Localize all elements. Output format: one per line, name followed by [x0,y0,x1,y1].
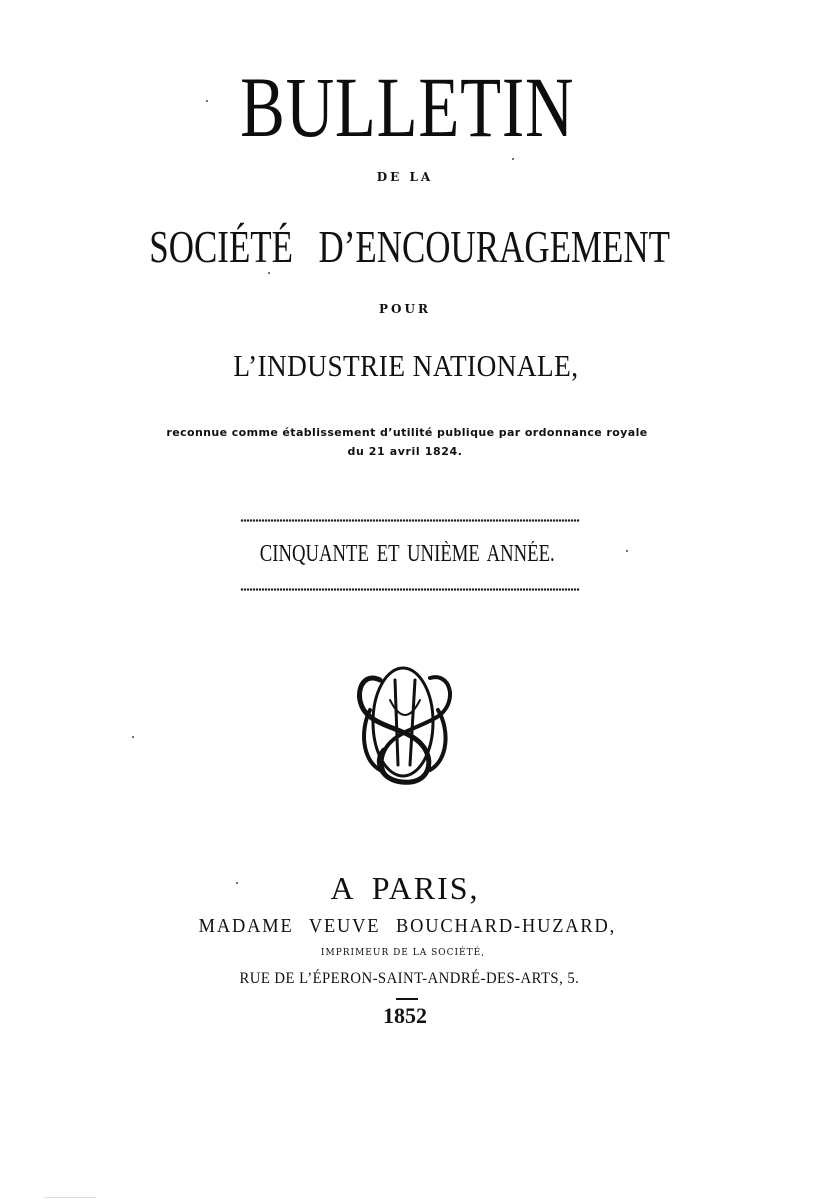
print-speck [512,158,514,160]
print-speck [268,272,270,274]
address-line: RUE DE L’ÉPERON-SAINT-ANDRÉ-DES-ARTS, 5. [239,970,580,987]
society-name: SOCIÉTÉ D’ENCOURAGEMENT [149,221,670,272]
print-speck [626,550,628,552]
print-speck [206,100,208,102]
print-speck [132,736,134,738]
place-line: A PARIS, [330,870,480,906]
subject-line: L’INDUSTRIE NATIONALE, [233,348,579,383]
scan-edge [44,1197,96,1198]
ornamental-rule-top [240,518,580,523]
volume-line: CINQUANTE ET UNIÈME ANNÉE. [259,541,555,567]
publisher-line: MADAME VEUVE BOUCHARD-HUZARD, [198,915,617,937]
connector-de-la: DE LA [376,170,434,184]
ornamental-rule-bottom [240,587,580,592]
connector-pour: POUR [379,302,431,316]
recognition-line-1: reconnue comme établissement d’utilité publique par ordonnance royale [166,426,648,439]
year-line: 1852 [383,1003,427,1028]
print-speck [236,882,238,884]
recognition-line-2: du 21 avril 1824. [347,445,463,458]
monogram-icon [340,660,470,790]
short-rule [396,998,418,1000]
bulletin-title: BULLETIN [240,59,575,155]
publisher-role: IMPRIMEUR DE LA SOCIÉTÉ, [320,948,486,958]
